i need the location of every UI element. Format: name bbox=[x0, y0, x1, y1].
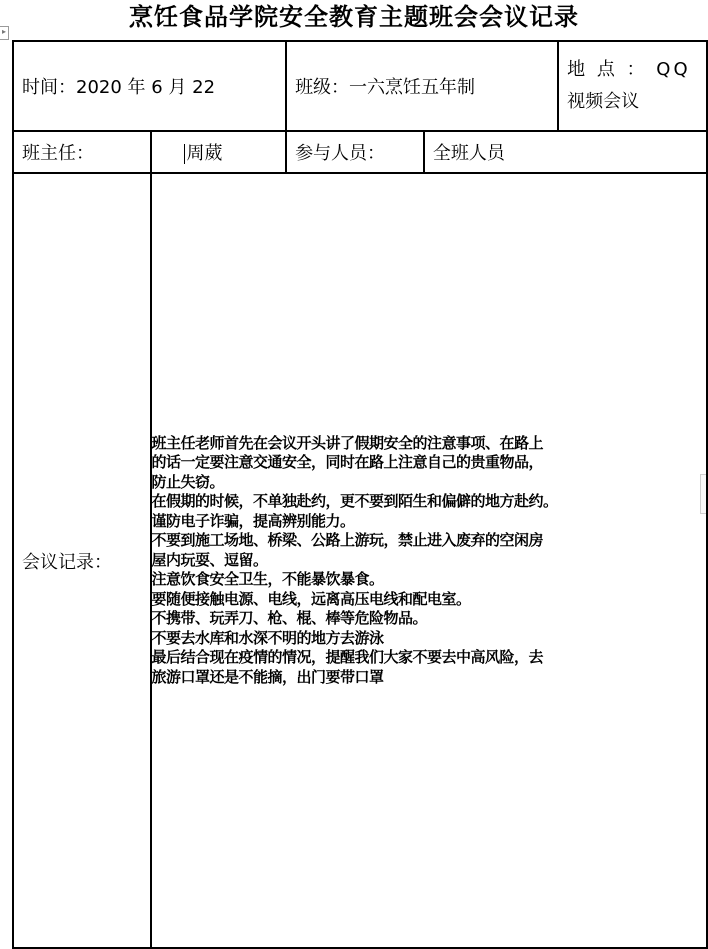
location-line-1: 地 点 ： QQ bbox=[567, 59, 691, 80]
minutes-line: 谨防电子诈骗，提高辨别能力。 bbox=[151, 511, 355, 530]
class-cell[interactable] bbox=[286, 41, 558, 131]
minutes-line: 在假期的时候，不单独赴约，更不要到陌生和偏僻的地方赴约。 bbox=[151, 492, 558, 511]
minutes-line: 防止失窃。 bbox=[151, 472, 225, 491]
minutes-line: 的话一定要注意交通安全，同时在路上注意自己的贵重物品， bbox=[151, 453, 544, 472]
head-teacher-label: 班主任： bbox=[22, 143, 94, 164]
head-teacher-name-cell[interactable] bbox=[151, 131, 287, 173]
text-cursor bbox=[184, 144, 185, 164]
minutes-line: 要随便接触电源、电线，远离高压电线和配电室。 bbox=[151, 589, 471, 608]
head-teacher-name: 周葳 bbox=[186, 143, 223, 164]
participants-value: 全班人员 bbox=[432, 143, 505, 164]
time-label: 时间：2020 年 6 月 22 bbox=[22, 77, 216, 98]
minutes-line: 不携带、玩弄刀、枪、棍、棒等危险物品。 bbox=[151, 609, 428, 628]
location-line-2: 视频会议 bbox=[567, 91, 640, 112]
minutes-line: 班主任老师首先在会议开头讲了假期安全的注意事项、在路上 bbox=[151, 433, 544, 452]
location-cell[interactable] bbox=[558, 41, 707, 131]
minutes-line: 最后结合现在疫情的情况，提醒我们大家不要去中高风险，去 bbox=[151, 648, 544, 667]
minutes-line: 不要去水库和水深不明的地方去游泳 bbox=[151, 628, 384, 647]
participants-value-cell[interactable] bbox=[424, 131, 707, 173]
participants-label-cell[interactable] bbox=[286, 131, 424, 173]
meeting-record-table bbox=[12, 40, 708, 949]
minutes-label-cell[interactable] bbox=[13, 173, 151, 948]
minutes-line: 旅游口罩还是不能摘，出门要带口罩 bbox=[151, 667, 384, 686]
participants-label: 参与人员： bbox=[295, 143, 386, 164]
minutes-line: 屋内玩耍、逗留。 bbox=[151, 550, 268, 569]
minutes-content-cell[interactable] bbox=[151, 173, 707, 948]
head-teacher-label-cell[interactable] bbox=[13, 131, 151, 173]
minutes-label: 会议记录： bbox=[22, 551, 112, 573]
minutes-line: 注意饮食安全卫生，不能暴饮暴食。 bbox=[151, 570, 384, 589]
minutes-line: 不要到施工场地、桥梁、公路上游玩，禁止进入废弃的空闲房 bbox=[151, 531, 544, 550]
document-title: 烹饪食品学院安全教育主题班会会议记录 bbox=[129, 2, 579, 31]
class-label: 班级：一六烹饪五年制 bbox=[295, 77, 476, 98]
margin-marker-icon: ▸ bbox=[0, 26, 9, 40]
time-cell[interactable] bbox=[13, 41, 286, 131]
